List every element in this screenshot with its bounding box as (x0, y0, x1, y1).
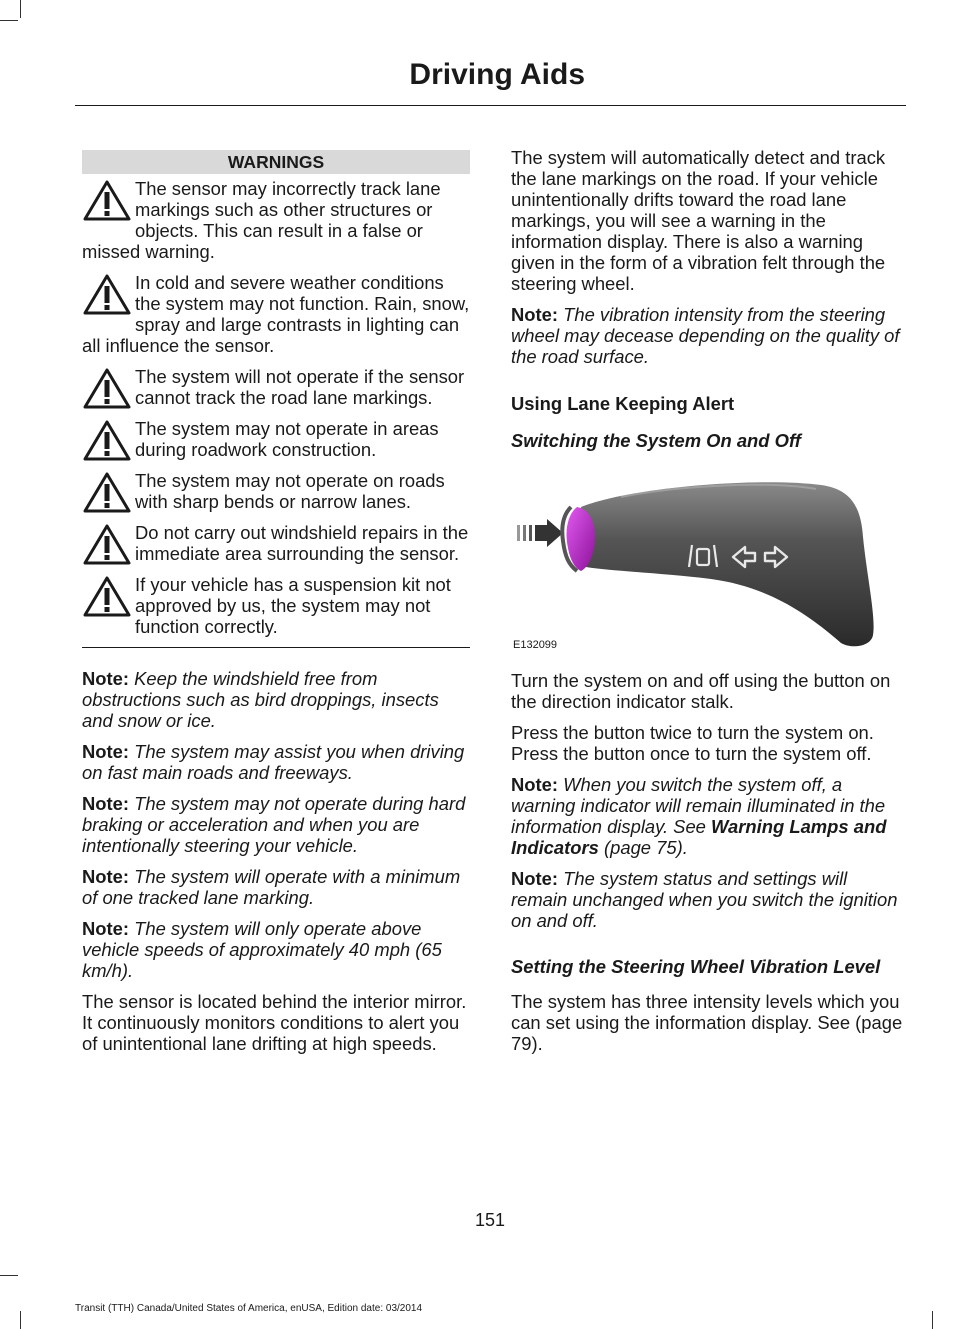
stalk-figure (511, 467, 883, 652)
push-arrow-icon (517, 519, 563, 547)
warning-text: The sensor may incorrectly track lane markings such as other structures or objects. This can result in a false or missed warning. (82, 178, 441, 262)
body-paragraph: The sensor is located behind the interior mirror. It continuously monitors conditions to alert you of unintentional lane drifting at high speeds. (82, 991, 467, 1054)
body-paragraph: Press the button twice to turn the system on. Press the button once to turn the system off. (511, 722, 874, 764)
warning-text: The system will not operate if the sensor cannot track the road lane markings. (135, 366, 465, 408)
right-column (511, 147, 903, 1064)
note-label: Note: (511, 868, 558, 889)
warning-text: In cold and severe weather conditions the system may not function. Rain, snow, spray and large contrasts in lighting can all influence the sensor. (82, 272, 470, 356)
page-reference: (page 75). (598, 837, 688, 858)
warning-item (82, 470, 470, 512)
warning-triangle-icon (82, 575, 132, 619)
note-text: The system may not operate during hard braking or acceleration and when you are intentionally steering your vehicle. (82, 793, 466, 856)
warnings-divider (82, 647, 470, 648)
note-label: Note: (82, 793, 129, 814)
note-label: Note: (82, 918, 129, 939)
body-paragraph: The system has three intensity levels which you can set using the information display. See (page 79). (511, 991, 903, 1054)
warning-item (82, 574, 470, 637)
title-divider (75, 105, 906, 106)
page-number: 151 (474, 1210, 506, 1230)
direction-indicator-stalk-illustration (511, 467, 883, 652)
footer-edition: Transit (TTH) Canada/United States of America, enUSA, Edition date: 03/2014 (75, 1303, 423, 1314)
warning-text: If your vehicle has a suspension kit not approved by us, the system may not function correctly. (135, 574, 451, 637)
warning-triangle-icon (82, 179, 132, 223)
note-paragraph (511, 304, 903, 367)
warning-item (82, 178, 470, 262)
warning-triangle-icon (82, 273, 132, 317)
warning-triangle-icon (82, 367, 132, 411)
note-paragraph (82, 918, 470, 981)
body-paragraph: Turn the system on and off using the button on the direction indicator stalk. (511, 670, 891, 712)
note-paragraph (511, 868, 903, 931)
note-label: Note: (511, 774, 558, 795)
body-paragraph: The system will automatically detect and track the lane markings on the road. If your vehicle unintentionally drifts toward the road lane markings, you will see a warning in the information display. There is also a warning given in the form of a vibration felt through the steering wheel. (511, 147, 886, 294)
note-label: Note: (511, 304, 558, 325)
figure-code: E132099 (513, 639, 558, 651)
note-paragraph (511, 774, 903, 858)
page-title: Driving Aids (409, 58, 585, 91)
warnings-heading: WARNINGS (82, 150, 470, 174)
note-text: The system status and settings will remain unchanged when you switch the ignition on and off. (511, 868, 898, 931)
subsection-heading: Switching the System On and Off (511, 430, 801, 451)
section-heading: Using Lane Keeping Alert (511, 393, 735, 414)
crop-mark (0, 1275, 18, 1276)
note-paragraph (82, 866, 470, 908)
note-text: When you switch the system off, a warning indicator will remain illuminated in the information display. See (511, 774, 886, 837)
warning-text: Do not carry out windshield repairs in the immediate area surrounding the sensor. (135, 522, 469, 564)
warning-item (82, 366, 470, 408)
subsection-heading: Setting the Steering Wheel Vibration Level (511, 956, 881, 977)
note-paragraph (82, 741, 470, 783)
warning-triangle-icon (82, 523, 132, 567)
crop-mark (0, 20, 18, 21)
crop-mark (20, 1311, 21, 1329)
warning-triangle-icon (82, 419, 132, 463)
note-paragraph (82, 793, 470, 856)
crop-mark (932, 1311, 933, 1329)
crop-mark (20, 0, 21, 18)
note-text: The vibration intensity from the steering wheel may decease depending on the quality of the road surface. (511, 304, 900, 367)
warning-item (82, 418, 470, 460)
cross-reference-link[interactable]: Warning Lamps and Indicators (511, 816, 887, 858)
warning-triangle-icon (82, 471, 132, 515)
warning-text: The system may not operate on roads with sharp bends or narrow lanes. (135, 470, 445, 512)
note-label: Note: (82, 866, 129, 887)
left-column (82, 150, 470, 1064)
warning-item (82, 272, 470, 356)
note-text: The system will operate with a minimum of one tracked lane marking. (82, 866, 461, 908)
note-label: Note: (82, 668, 129, 689)
note-text: The system may assist you when driving on fast main roads and freeways. (82, 741, 465, 783)
note-text: The system will only operate above vehicle speeds of approximately 40 mph (65 km/h). (82, 918, 442, 981)
note-label: Note: (82, 741, 129, 762)
note-paragraph (82, 668, 470, 731)
warning-text: The system may not operate in areas during roadwork construction. (135, 418, 439, 460)
note-text: Keep the windshield free from obstructions such as bird droppings, insects and snow or ice. (82, 668, 439, 731)
warning-item (82, 522, 470, 564)
